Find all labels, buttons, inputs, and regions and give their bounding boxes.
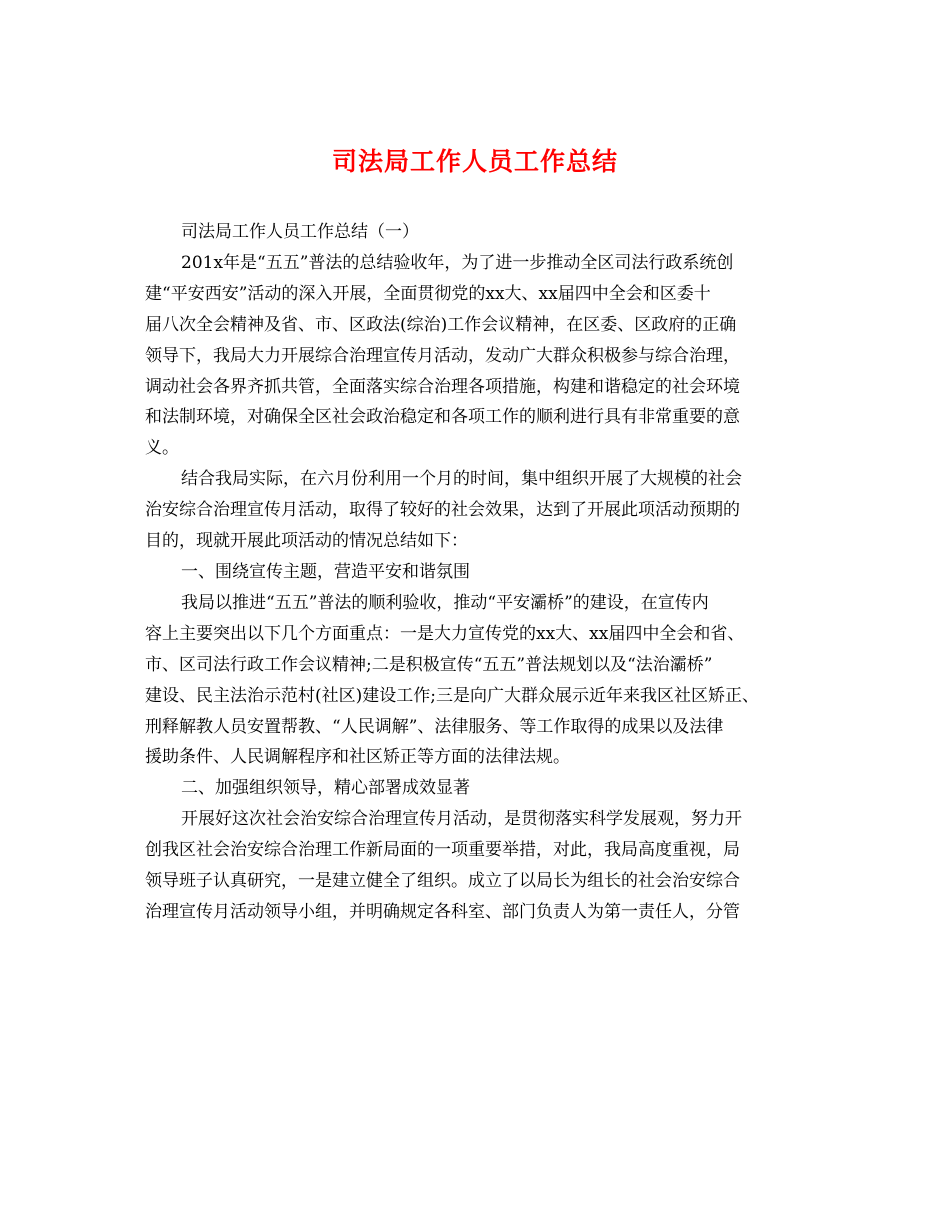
paragraph [145, 248, 805, 464]
text-line: 届八次全会精神及省、市、区政法(综治)工作会议精神，在区委、区政府的正确 [145, 314, 737, 335]
text-line: 领导下，我局大力开展综合治理宣传月活动，发动广大群众积极参与综合治理， [145, 345, 740, 366]
text-line: 容上主要突出以下几个方面重点：一是大力宣传党的xx大、xx届四中全会和省、 [145, 623, 745, 644]
paragraph [145, 464, 805, 557]
text-line: 建设、民主法治示范村(社区)建设工作;三是向广大群众展示近年来我区社区矫正、 [145, 685, 759, 706]
paragraph [145, 557, 805, 588]
text-line: 援助条件、人民调解程序和社区矫正等方面的法律法规。 [145, 747, 570, 768]
text-line: 领导班子认真研究，一是建立健全了组织。成立了以局长为组长的社会治安综合 [145, 871, 740, 892]
text-line: 结合我局实际，在六月份利用一个月的时间，集中组织开展了大规模的社会 [181, 469, 742, 490]
text-line: 建“平安西安”活动的深入开展，全面贯彻党的xx大、xx届四中全会和区委十 [145, 283, 711, 304]
text-line: 开展好这次社会治安综合治理宣传月活动，是贯彻落实科学发展观，努力开 [181, 809, 742, 830]
paragraph [145, 804, 805, 928]
paragraph [145, 773, 805, 804]
text-line: 目的，现就开展此项活动的情况总结如下： [145, 531, 468, 552]
text-line: 义。 [145, 438, 179, 459]
text-line: 我局以推进“五五”普法的顺利验收，推动“平安灞桥”的建设，在宣传内 [181, 592, 709, 613]
paragraph [145, 217, 805, 248]
text-line: 201x年是“五五”普法的总结验收年，为了进一步推动全区司法行政系统创 [181, 252, 734, 273]
paragraph [145, 588, 805, 773]
text-line: 创我区社会治安综合治理工作新局面的一项重要举措，对此，我局高度重视，局 [145, 840, 740, 861]
document-title: 司法局工作人员工作总结 [331, 147, 618, 176]
document-body [145, 217, 805, 928]
text-line: 治理宣传月活动领导小组，并明确规定各科室、部门负责人为第一责任人，分管 [145, 901, 740, 922]
text-line: 二、加强组织领导，精心部署成效显著 [181, 778, 470, 799]
text-line: 治安综合治理宣传月活动，取得了较好的社会效果，达到了开展此项活动预期的 [145, 500, 740, 521]
text-line: 刑释解教人员安置帮教、“人民调解”、法律服务、等工作取得的成果以及法律 [145, 716, 724, 737]
text-line: 市、区司法行政工作会议精神;二是积极宣传“五五”普法规划以及“法治灞桥” [145, 654, 713, 675]
text-line: 和法制环境，对确保全区社会政治稳定和各项工作的顺利进行具有非常重要的意 [145, 407, 740, 428]
text-line: 一、围绕宣传主题，营造平安和谐氛围 [181, 561, 470, 582]
text-line: 调动社会各界齐抓共管，全面落实综合治理各项措施，构建和谐稳定的社会环境 [145, 376, 740, 397]
text-line: 司法局工作人员工作总结（一） [181, 222, 419, 242]
